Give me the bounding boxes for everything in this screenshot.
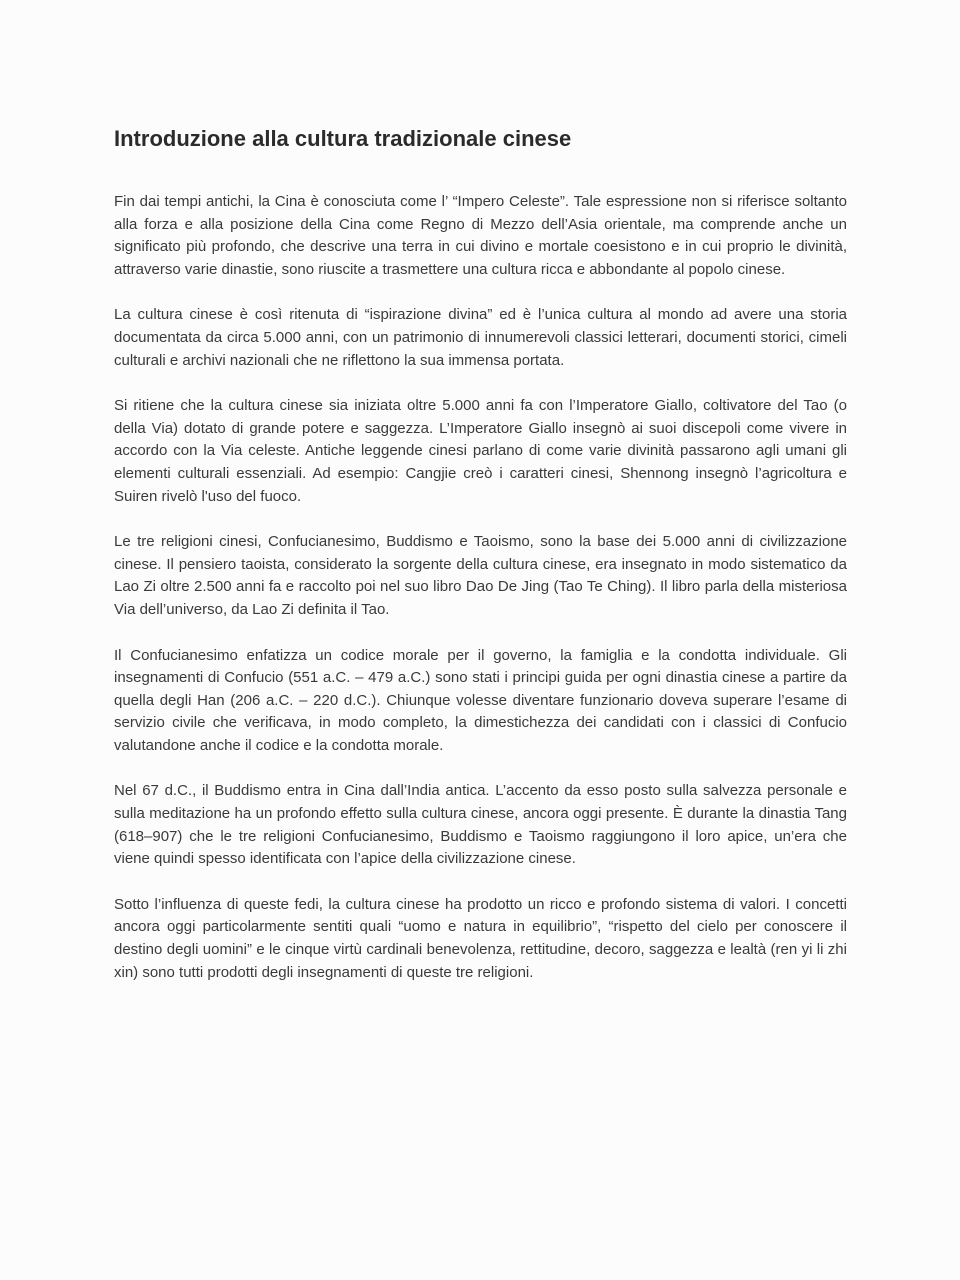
document-title: Introduzione alla cultura tradizionale cinese — [114, 126, 572, 151]
paragraph-1: Fin dai tempi antichi, la Cina è conosciuta come l’ “Impero Celeste”. Tale espressione non si riferisce soltanto alla forza e alla posizione della Cina come Regno di Mezzo dell’Asia orientale, ma comprende anche un significato più profondo, che descrive una terra in cui divino e mortale coesistono e in cui proprio le divinità, attraverso varie dinastie, sono riuscite a trasmettere una cultura ricca e abbondante al popolo cinese. — [114, 193, 847, 278]
paragraph-3: Si ritiene che la cultura cinese sia iniziata oltre 5.000 anni fa con l’Imperatore Giallo, coltivatore del Tao (o della Via) dotato di grande potere e saggezza. L’Imperatore Giallo insegnò ai suoi discepoli come vivere in accordo con la Via celeste. Antiche leggende cinesi parlano di come varie divinità passarono agli umani gli elementi culturali essenziali. Ad esempio: Cangjie creò i caratteri cinesi, Shennong insegnò l’agricoltura e Suiren rivelò l'uso del fuoco. — [114, 397, 847, 505]
paragraph-4: Le tre religioni cinesi, Confucianesimo, Buddismo e Taoismo, sono la base dei 5.000 anni di civilizzazione cinese. Il pensiero taoista, considerato la sorgente della cultura cinese, era insegnato in modo sistematico da Lao Zi oltre 2.500 anni fa e raccolto poi nel suo libro Dao De Jing (Tao Te Ching). Il libro parla della misteriosa Via dell’universo, da Lao Zi definita il Tao. — [114, 533, 847, 618]
paragraph-6: Nel 67 d.C., il Buddismo entra in Cina dall’India antica. L’accento da esso posto sulla salvezza personale e sulla meditazione ha un profondo effetto sulla cultura cinese, ancora oggi presente. È durante la dinastia Tang (618–907) che le tre religioni Confucianesimo, Buddismo e Taoismo raggiungono il loro apice, un’era che viene quindi spesso identificata con l’apice della civilizzazione cinese. — [114, 782, 847, 868]
document-body — [114, 124, 847, 1007]
paragraph-5: Il Confucianesimo enfatizza un codice morale per il governo, la famiglia e la condotta individuale. Gli insegnamenti di Confucio (551 a.C. – 479 a.C.) sono stati i principi guida per ogni dinastia cinese a partire da quella degli Han (206 a.C. – 220 d.C.). Chiunque volesse diventare funzionario doveva superare l’esame di servizio civile che verificava, in modo completo, la dimestichezza dei candidati con i classici di Confucio valutandone anche il codice e la condotta morale. — [114, 646, 847, 754]
paragraph-2: La cultura cinese è così ritenuta di “ispirazione divina” ed è l’unica cultura al mondo ad avere una storia documentata da circa 5.000 anni, con un patrimonio di innumerevoli classici letterari, documenti storici, cimeli culturali e archivi nazionali che ne riflettono la sua immensa portata. — [114, 306, 847, 369]
paragraph-7: Sotto l’influenza di queste fedi, la cultura cinese ha prodotto un ricco e profondo sistema di valori. I concetti ancora oggi particolarmente sentiti quali “uomo e natura in equilibrio”, “rispetto del cielo per conoscere il destino degli uomini” e le cinque virtù cardinali benevolenza, rettitudine, decoro, saggezza e lealtà (ren yi li zhi xin) sono tutti prodotti degli insegnamenti di queste tre religioni. — [114, 895, 847, 981]
